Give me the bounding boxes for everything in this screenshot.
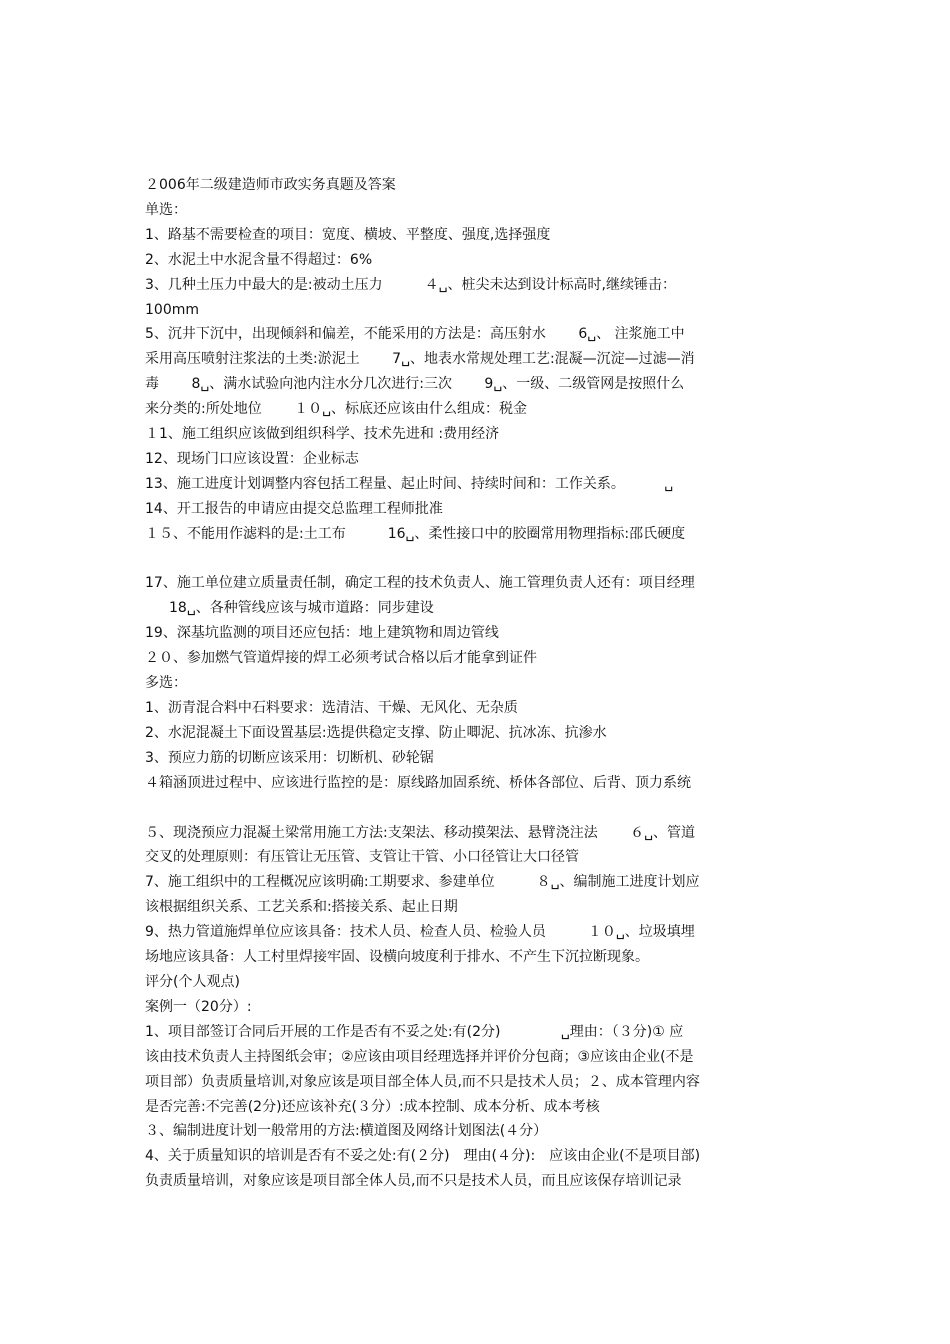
single-line: 100mm — [145, 301, 199, 318]
doc-title: ２006年二级建造师市政实务真题及答案 — [145, 177, 396, 193]
blank-line — [145, 796, 810, 821]
single-line: 12、现场门口应该设置：企业标志 — [145, 450, 359, 467]
case-line: 4、关于质量知识的培训是否有不妥之处:有(２分) 理由(４分): 应该由企业(不是项目部) — [145, 1148, 701, 1165]
case-line: 负责质量培训，对象应该是项目部全体人员,而不只是技术人员，而且应该保存培训记录 — [145, 1173, 682, 1190]
single-line: 3、几种土压力中最大的是:被动土压力 ４␣、桩尖未达到设计标高时,继续锤击： — [145, 276, 676, 293]
single-line: ２０、参加燃气管道焊接的焊工必须考试合格以后才能拿到证件 — [145, 650, 537, 667]
score-heading: 评分(个人观点) — [145, 973, 240, 990]
multi-line: 2、水泥混凝土下面设置基层:选提供稳定支撑、防止唧泥、抗冰冻、抗渗水 — [145, 724, 607, 741]
case-heading: 案例一（20分）: — [145, 998, 252, 1015]
multi-line: ４箱涵顶进过程中、应该进行监控的是：原线路加固系统、桥体各部位、后背、顶力系统 — [145, 774, 691, 791]
multi-line: 7、施工组织中的工程概况应该明确:工期要求、参建单位 ８␣、编制施工进度计划应 — [145, 874, 700, 891]
multi-line: 场地应该具备：人工村里焊接牢固、设横向坡度利于排水、不产生下沉拉断现象。 — [145, 949, 649, 966]
single-line: 18␣、各种管线应该与城市道路：同步建设 — [169, 600, 434, 617]
single-line: １５、不能用作滤料的是:土工布 16␣、柔性接口中的胶圈常用物理指标:邵氏硬度 — [145, 525, 686, 542]
multi-line: 9、热力管道施焊单位应该具备：技术人员、检查人员、检验人员 １０␣、垃圾填埋 — [145, 924, 695, 941]
single-line: 毒 8␣、满水试验向池内注水分几次进行:三次 9␣、一级、二级管网是按照什么 — [145, 376, 685, 393]
single-line: 采用高压喷射注浆法的土类:淤泥土 7␣、地表水常规处理工艺:混凝—沉淀—过滤—消 — [145, 351, 695, 368]
case-line: 是否完善:不完善(2分)还应该补充(３分）:成本控制、成本分析、成本考核 — [145, 1098, 600, 1115]
case-line: 该由技术负责人主持图纸会审；②应该由项目经理选择并评价分包商；③应该由企业(不是 — [145, 1048, 694, 1065]
multi-line: 3、预应力筋的切断应该采用：切断机、砂轮锯 — [145, 749, 434, 766]
single-line: 19、深基坑监测的项目还应包括：地上建筑物和周边管线 — [145, 625, 499, 642]
multi-choice-heading: 多选： — [145, 675, 187, 692]
case-line: ３、编制进度计划一般常用的方法:横道图及网络计划图法(４分） — [145, 1123, 548, 1140]
blank-line — [145, 547, 810, 572]
single-line: 1、路基不需要检查的项目：宽度、横坡、平整度、强度,选择强度 — [145, 226, 551, 243]
multi-line: 该根据组织关系、工艺关系和:搭接关系、起止日期 — [145, 899, 458, 916]
case-line: 1、项目部签订合同后开展的工作是否有不妥之处:有(2分) ␣理由：（３分)① 应 — [145, 1023, 684, 1040]
single-line: １1、施工组织应该做到组织科学、技术先进和 :费用经济 — [145, 426, 500, 443]
single-line: 13、施工进度计划调整内容包括工程量、起止时间、持续时间和：工作关系。 ␣ — [145, 475, 674, 492]
single-line: 2、水泥土中水泥含量不得超过：6% — [145, 251, 373, 268]
single-line: 14、开工报告的申请应由提交总监理工程师批准 — [145, 500, 443, 517]
case-line: 项目部）负责质量培训,对象应该是项目部全体人员,而不只是技术人员；２、成本管理内容 — [145, 1073, 700, 1090]
single-line: 17、施工单位建立质量责任制，确定工程的技术负责人、施工管理负责人还有：项目经理 — [145, 575, 695, 592]
multi-line: ５、现浇预应力混凝土梁常用施工方法:支架法、移动摸架法、悬臂浇注法 ６␣、管道 — [145, 824, 696, 841]
single-choice-heading: 单选： — [145, 201, 187, 218]
multi-line: 1、沥青混合料中石料要求：选清洁、干燥、无风化、无杂质 — [145, 700, 518, 717]
single-line: 5、沉井下沉中，出现倾斜和偏差，不能采用的方法是：高压射水 6␣、 注浆施工中 — [145, 326, 685, 343]
single-line: 来分类的:所处地位 １０␣、标底还应该由什么组成：税金 — [145, 401, 528, 418]
multi-line: 交叉的处理原则：有压管让无压管、支管让干管、小口径管让大口径管 — [145, 849, 579, 866]
document-page — [145, 173, 810, 1194]
